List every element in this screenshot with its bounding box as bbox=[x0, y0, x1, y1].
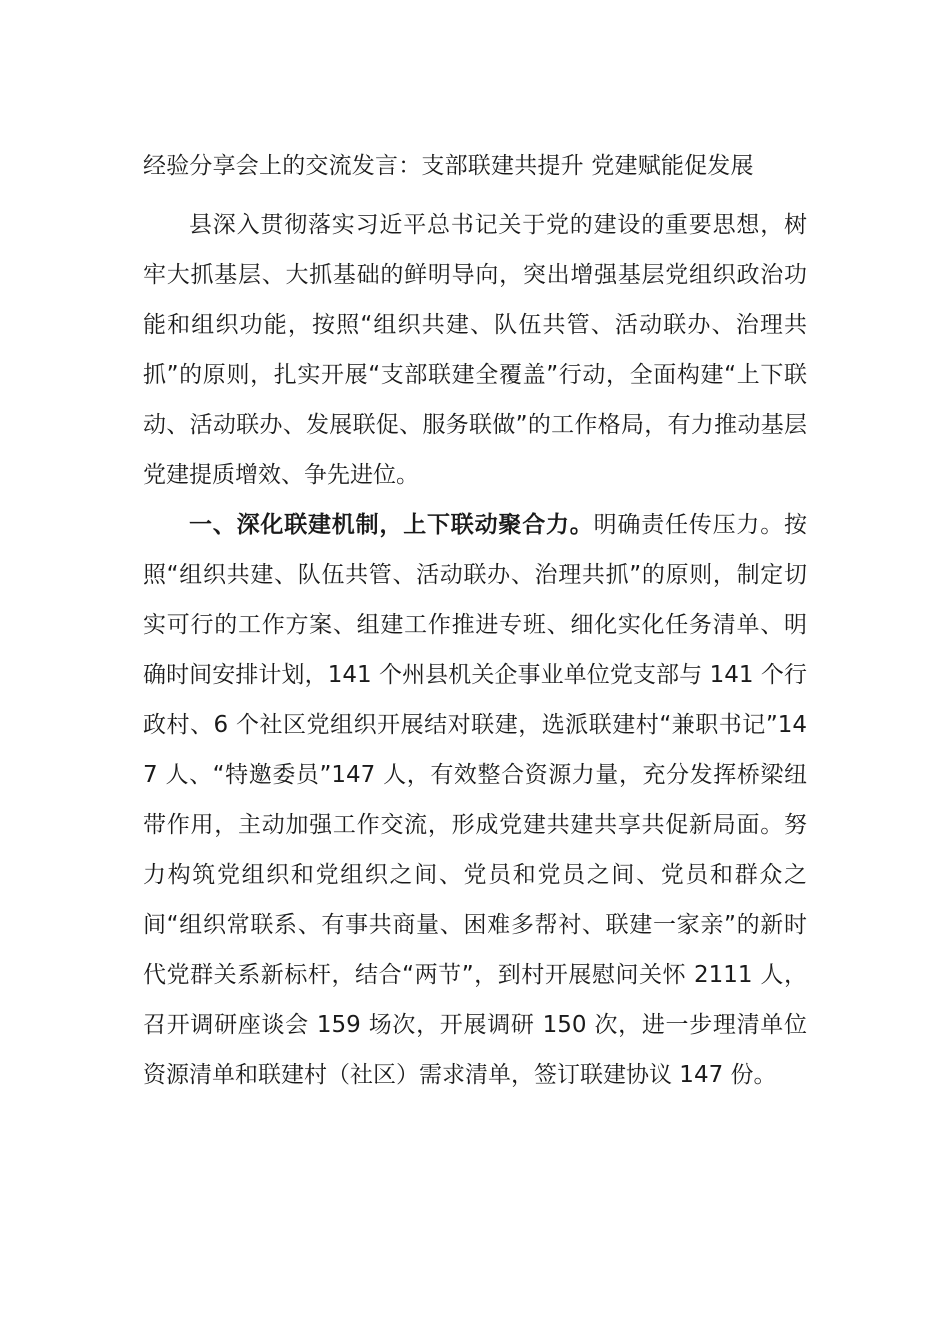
section-1-body: 明确责任传压力。按照“组织共建、队伍共管、活动联办、治理共抓”的原则，制定切实可行的工作方案、组建工作推进专班、细化实化任务清单、明确时间安排计划，141 个州县机关企事业单位党支部与 141 个行政村、6 个社区党组织开展结对联建，选派联建村“兼职书记”147 人、“特邀委员”147 人，有效整合资源力量，充分发挥桥梁纽带作用，主动加强工作交流，形成党建共建共享共促新局面。努力构筑党组织和党组织之间、党员和党员之间、党员和群众之间“组织常联系、有事共商量、困难多帮衬、联建一家亲”的新时代党群关系新标杆，结合“两节”，到村开展慰问关怀 2111 人，召开调研座谈会 159 场次，开展调研 150 次，进一步理清单位资源清单和联建村（社区）需求清单，签订联建协议 147 份。 bbox=[143, 512, 808, 1088]
document-page bbox=[143, 150, 807, 1100]
document-title: 经验分享会上的交流发言：支部联建共提升 党建赋能促发展 bbox=[143, 153, 754, 179]
section-1-heading: 一、深化联建机制，上下联动聚合力。 bbox=[189, 512, 594, 538]
section-1-paragraph bbox=[143, 500, 807, 1100]
intro-paragraph: 县深入贯彻落实习近平总书记关于党的建设的重要思想，树牢大抓基层、大抓基础的鲜明导向，突出增强基层党组织政治功能和组织功能，按照“组织共建、队伍共管、活动联办、治理共抓”的原则，扎实开展“支部联建全覆盖”行动，全面构建“上下联动、活动联办、发展联促、服务联做”的工作格局，有力推动基层党建提质增效、争先进位。 bbox=[143, 212, 807, 488]
